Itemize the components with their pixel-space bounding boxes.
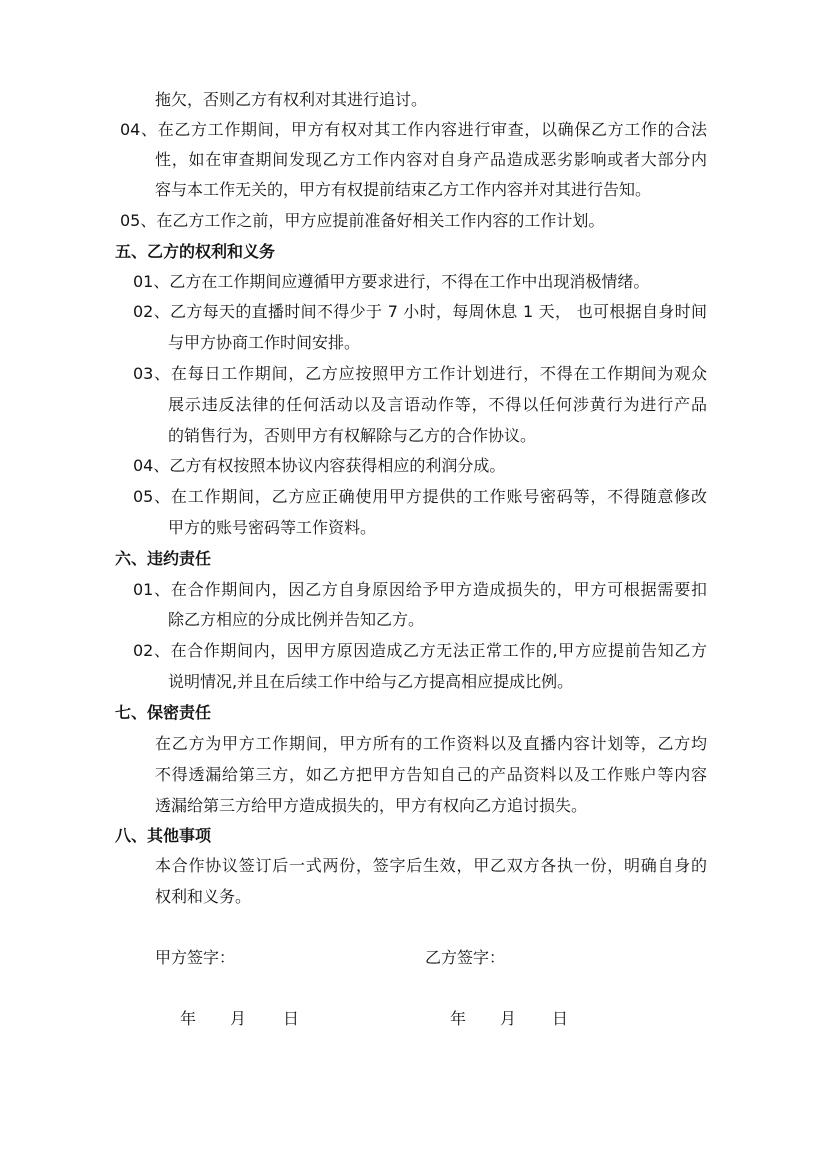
section-5-item-01-line-1: 01、乙方在工作期间应遵循甲方要求进行，不得在工作中出现消极情绪。 xyxy=(133,272,650,291)
section-7-line-2: 不得透漏给第三方，如乙方把甲方告知自己的产品资料以及工作账户等内容 xyxy=(155,765,707,784)
carryover-line: 拖欠，否则乙方有权利对其进行追讨。 xyxy=(155,90,428,109)
section-5-item-04-line-1: 04、乙方有权按照本协议内容获得相应的利润分成。 xyxy=(133,456,506,475)
clause-4-item-04-line-2: 性，如在审查期间发现乙方工作内容对自身产品造成恶劣影响或者大部分内 xyxy=(155,150,707,169)
section-5-item-02-line-2: 与甲方协商工作时间安排。 xyxy=(168,333,361,352)
section-7-heading: 七、保密责任 xyxy=(115,703,212,722)
party-b-date-month: 月 xyxy=(500,1009,517,1028)
section-8-line-2: 权利和义务。 xyxy=(155,887,252,906)
section-7-line-1: 在乙方为甲方工作期间，甲方所有的工作资料以及直播内容计划等，乙方均 xyxy=(155,734,707,753)
section-8-heading: 八、其他事项 xyxy=(115,826,212,845)
party-a-date-day: 日 xyxy=(283,1009,300,1028)
section-5-heading: 五、乙方的权利和义务 xyxy=(115,242,276,261)
section-5-item-03-line-3: 的销售行为，否则甲方有权解除与乙方的合作协议。 xyxy=(168,426,537,445)
section-5-item-05-line-1: 05、在工作期间，乙方应正确使用甲方提供的工作账号密码等，不得随意修改 xyxy=(133,487,707,506)
section-6-item-02-line-1: 02、在合作期间内，因甲方原因造成乙方无法正常工作的,甲方应提前告知乙方 xyxy=(133,641,707,660)
party-a-date-month: 月 xyxy=(230,1009,247,1028)
party-b-date-day: 日 xyxy=(552,1009,569,1028)
section-5-item-03-line-2: 展示违反法律的任何活动以及言语动作等，不得以任何涉黄行为进行产品 xyxy=(168,395,707,414)
section-6-heading: 六、违约责任 xyxy=(115,549,212,568)
clause-4-item-05-line-1: 05、在乙方工作之前，甲方应提前准备好相关工作内容的工作计划。 xyxy=(120,211,605,230)
party-a-signature-label: 甲方签字： xyxy=(155,948,236,967)
section-6-item-01-line-1: 01、在合作期间内，因乙方自身原因给予甲方造成损失的，甲方可根据需要扣 xyxy=(133,580,707,599)
section-6-item-01-line-2: 除乙方相应的分成比例并告知乙方。 xyxy=(168,610,425,629)
section-5-item-02-line-1: 02、乙方每天的直播时间不得少于 7 小时，每周休息 1 天， 也可根据自身时间 xyxy=(133,302,707,321)
section-6-item-02-line-2: 说明情况,并且在后续工作中给与乙方提高相应提成比例。 xyxy=(168,672,574,691)
section-5-item-03-line-1: 03、在每日工作期间，乙方应按照甲方工作计划进行，不得在工作期间为观众 xyxy=(133,364,707,383)
party-b-date-year: 年 xyxy=(450,1009,467,1028)
section-5-item-05-line-2: 甲方的账号密码等工作资料。 xyxy=(168,518,377,537)
section-8-line-1: 本合作协议签订后一式两份，签字后生效，甲乙双方各执一份，明确自身的 xyxy=(155,856,707,875)
section-7-line-3: 透漏给第三方给甲方造成损失的，甲方有权向乙方追讨损失。 xyxy=(155,796,588,815)
clause-4-item-04-line-3: 容与本工作无关的，甲方有权提前结束乙方工作内容并对其进行告知。 xyxy=(155,180,652,199)
clause-4-item-04-line-1: 04、在乙方工作期间，甲方有权对其工作内容进行审查，以确保乙方工作的合法 xyxy=(120,120,707,139)
party-a-date-year: 年 xyxy=(180,1009,197,1028)
party-b-signature-label: 乙方签字： xyxy=(425,948,506,967)
